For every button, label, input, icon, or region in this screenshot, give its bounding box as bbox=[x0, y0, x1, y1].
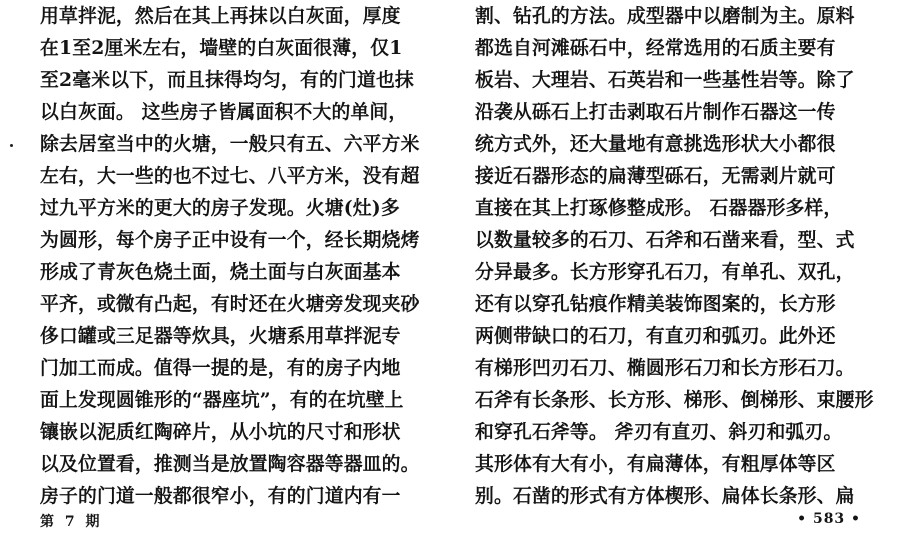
page-number: • 583 • bbox=[797, 511, 861, 527]
text-line: 以及位置看，推测当是放置陶容器等器皿的。 bbox=[40, 453, 420, 475]
text-line: 石斧有长条形、长方形、梯形、倒梯形、束腰形 bbox=[475, 389, 874, 411]
right-text-column bbox=[475, 0, 895, 512]
text-line: 接近石器形态的扁薄型砾石，无需剥片就可 bbox=[475, 165, 836, 187]
text-line: 除去居室当中的火塘，一般只有五、六平方米 bbox=[40, 133, 420, 155]
text-line: 都选自河滩砾石中，经常选用的石质主要有 bbox=[475, 37, 836, 59]
text-line: 在1至2厘米左右，墙壁的白灰面很薄，仅1 bbox=[40, 37, 403, 59]
text-line: 以数量较多的石刀、石斧和石凿来看，型、式 bbox=[475, 229, 855, 251]
text-line: 还有以穿孔钻痕作精美装饰图案的，长方形 bbox=[475, 293, 836, 315]
text-line: 至2毫米以下，而且抹得均匀，有的门道也抹 bbox=[40, 69, 414, 91]
text-line: 门加工而成。值得一提的是，有的房子内地 bbox=[40, 357, 401, 379]
text-line: 为圆形，每个房子正中设有一个，经长期烧烤 bbox=[40, 229, 420, 251]
text-line: 用草拌泥，然后在其上再抹以白灰面，厚度 bbox=[40, 5, 401, 27]
text-line: 镶嵌以泥质红陶碎片，从小坑的尺寸和形状 bbox=[40, 421, 401, 443]
text-line: 统方式外，还大量地有意挑选形状大小都很 bbox=[475, 133, 836, 155]
text-line: 有梯形凹刃石刀、椭圆形石刀和长方形石刀。 bbox=[475, 357, 855, 379]
text-line: 别。石凿的形式有方体楔形、扁体长条形、扁 bbox=[475, 485, 855, 507]
text-line: 沿袭从砾石上打击剥取石片制作石器这一传 bbox=[475, 101, 836, 123]
text-line: 面上发现圆锥形的“器座坑”，有的在坑壁上 bbox=[40, 389, 404, 411]
left-text-column bbox=[40, 0, 465, 512]
text-line: 平齐，或微有凸起，有时还在火塘旁发现夹砂 bbox=[40, 293, 420, 315]
text-line: 板岩、大理岩、石英岩和一些基性岩等。除了 bbox=[475, 69, 855, 91]
text-line: 左右，大一些的也不过七、八平方米，没有超 bbox=[40, 165, 420, 187]
stray-ink-dot bbox=[10, 144, 13, 147]
text-line: 形成了青灰色烧土面，烧土面与白灰面基本 bbox=[40, 261, 401, 283]
text-line: 过九平方米的更大的房子发现。火塘(灶)多 bbox=[40, 197, 400, 219]
text-line: 房子的门道一般都很窄小，有的门道内有一 bbox=[40, 485, 401, 507]
text-line: 和穿孔石斧等。 斧刃有直刃、斜刃和弧刃。 bbox=[475, 421, 843, 443]
text-line: 分异最多。长方形穿孔石刀，有单孔、双孔， bbox=[475, 261, 855, 283]
text-line: 其形体有大有小，有扁薄体，有粗厚体等区 bbox=[475, 453, 836, 475]
text-line: 直接在其上打琢修整成形。 石器器形多样， bbox=[475, 197, 843, 219]
issue-number: 第 7 期 bbox=[40, 514, 103, 530]
text-line: 两侧带缺口的石刀，有直刃和弧刃。此外还 bbox=[475, 325, 836, 347]
text-line: 侈口罐或三足器等炊具，火塘系用草拌泥专 bbox=[40, 325, 401, 347]
text-line: 割、钻孔的方法。成型器中以磨制为主。原料 bbox=[475, 5, 855, 27]
text-line: 以白灰面。 这些房子皆属面积不大的单间， bbox=[40, 101, 408, 123]
